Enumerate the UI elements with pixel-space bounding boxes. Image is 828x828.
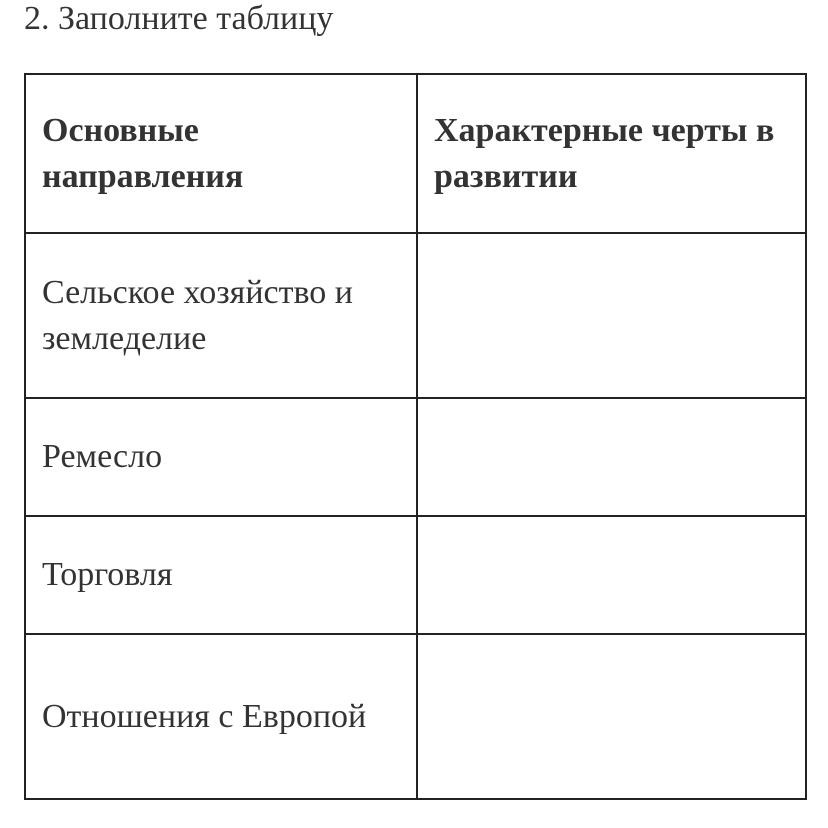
table-row [25, 233, 806, 398]
answer-cell-trade[interactable] [417, 516, 806, 634]
answer-cell-craft[interactable] [417, 398, 806, 516]
table-row [25, 398, 806, 516]
row-label-agriculture: Сельское хозяйство и земледелие [25, 233, 417, 398]
answer-cell-europe-relations[interactable] [417, 634, 806, 799]
row-label-trade: Торговля [25, 516, 417, 634]
header-characteristic-features: Характерные черты в развитии [417, 74, 806, 233]
task-title: 2. Заполните таблицу [24, 0, 334, 37]
row-label-craft: Ремесло [25, 398, 417, 516]
table-header-row [25, 74, 806, 233]
answer-cell-agriculture[interactable] [417, 233, 806, 398]
table-row [25, 516, 806, 634]
row-label-europe-relations: Отношения с Европой [25, 634, 417, 799]
fill-in-table [24, 73, 807, 800]
header-main-directions: Основные направления [25, 74, 417, 233]
table-row [25, 634, 806, 799]
